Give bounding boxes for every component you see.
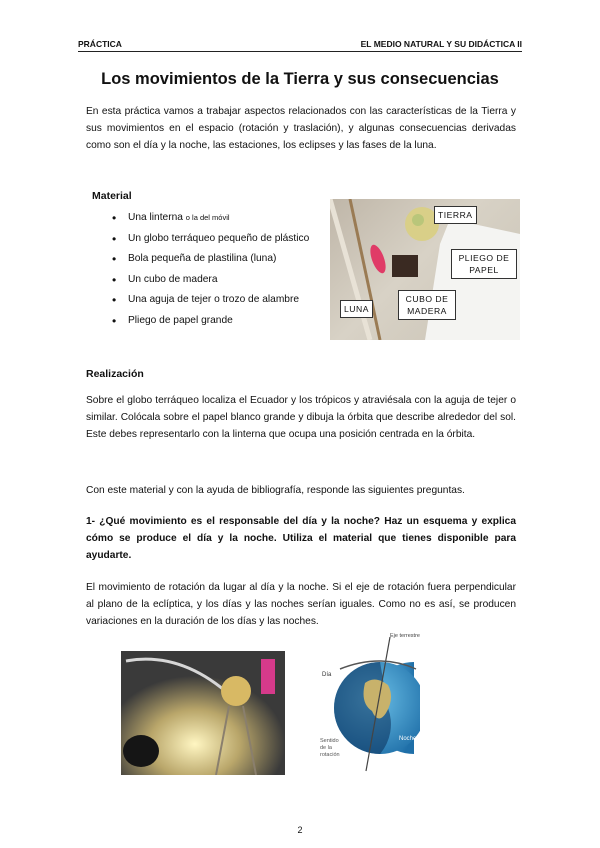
- label-rotation: Sentido de la rotación: [320, 738, 340, 758]
- pink-object: [261, 659, 275, 694]
- label-night: Noche: [399, 736, 417, 742]
- label-cubo: CUBO DE MADERA: [398, 290, 456, 320]
- material-list: [105, 212, 309, 335]
- day-night-photo: [121, 651, 285, 775]
- label-axis: Eje terrestre: [390, 633, 420, 639]
- answer-1: El movimiento de rotación da lugar al día y la noche. Si el eje de rotación fuera perpendicular al plano de la eclíptica, y los días y las noches serían iguales. Como no es así, se producen variaciones en la duración de los días y las noches.: [86, 582, 516, 627]
- intro-paragraph: En esta práctica vamos a trabajar aspectos relacionados con las características de la Tierra y sus movimientos en el espacio (rotación y traslación), y algunas consecuencias derivadas como son el día y la noche, las estaciones, los eclipses y las fases de la luna.: [86, 106, 516, 151]
- label-day: Día: [322, 672, 332, 678]
- list-item: • Bola pequeña de plastilina (luna): [105, 253, 309, 274]
- globe-icon: [221, 676, 251, 706]
- page-header: [78, 37, 522, 52]
- wooden-cube: [392, 255, 418, 277]
- label-pliego: PLIEGO DE PAPEL: [451, 249, 517, 279]
- realizacion-paragraph: Sobre el globo terráqueo localiza el Ecuador y los trópicos y atraviésala con la aguja de tejer o similar. Colócala sobre el papel blanco grande y dibuja la órbita que describe alrededor del sol. Este debes representarlo con la linterna que ocupa una posición centrada en la órbita.: [86, 395, 516, 440]
- day-night-photo-art: [121, 651, 285, 775]
- material-heading: Material: [92, 190, 132, 202]
- header-left: PRÁCTICA: [78, 39, 122, 49]
- list-item: • Pliego de papel grande: [105, 315, 309, 336]
- plasticine-ball: [367, 243, 389, 275]
- page-number: 2: [297, 825, 303, 835]
- hand-flashlight: [123, 735, 159, 767]
- list-item: • Un cubo de madera: [105, 274, 309, 295]
- globe-diagram: [320, 633, 420, 773]
- paper-sheet: [425, 219, 520, 340]
- realizacion-heading: Realización: [86, 368, 144, 380]
- instruction-paragraph: Con este material y con la ayuda de bibliografía, responde las siguientes preguntas.: [86, 485, 465, 496]
- header-right: EL MEDIO NATURAL Y SU DIDÁCTICA II: [360, 39, 522, 49]
- label-tierra: TIERRA: [434, 206, 477, 224]
- list-item: • Una aguja de tejer o trozo de alambre: [105, 294, 309, 315]
- list-item: • Una linterna o la del móvil: [105, 212, 309, 233]
- label-luna: LUNA: [340, 300, 373, 318]
- materials-photo: [330, 199, 520, 340]
- list-item-note: o la del móvil: [185, 213, 230, 222]
- page-title: Los movimientos de la Tierra y sus consecuencias: [101, 70, 499, 88]
- list-item: • Un globo terráqueo pequeño de plástico: [105, 233, 309, 254]
- question-1: 1- ¿Qué movimiento es el responsable del día y la noche? Haz un esquema y explica cómo se produce el día y la noche. Utiliza el material que tienes disponible para ayudarte.: [86, 516, 516, 561]
